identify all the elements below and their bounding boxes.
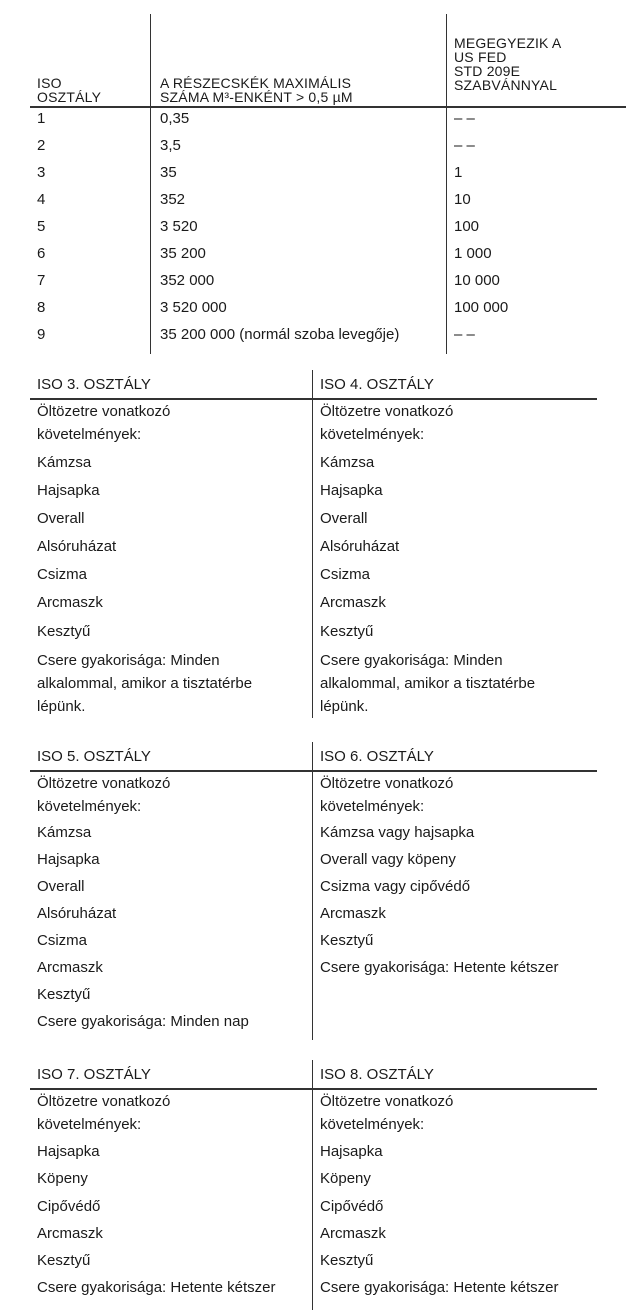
table-cell: 100 [454,218,480,235]
table-cell: 35 [160,164,177,181]
garment-item: Kesztyű [320,623,374,640]
table-cell: 100 000 [454,299,509,316]
section-divider [312,1060,313,1310]
requirements-label: Öltözetre vonatkozó követelmények: [37,775,171,815]
garment-item: Overall vagy köpeny [320,851,456,868]
table-cell: 1 000 [454,245,492,262]
table-cell: 35 200 000 (normál szoba levegője) [160,326,400,343]
garment-item: Hajsapka [37,482,100,499]
table-cell: 352 [160,191,186,208]
garment-item: Köpeny [37,1170,88,1187]
garment-item: Arcmaszk [320,905,386,922]
table-cell: 8 [37,299,46,316]
garment-item: Kámzsa vagy hajsapka [320,824,475,841]
garment-item: Hajsapka [320,1143,383,1160]
requirements-label: Öltözetre vonatkozó követelmények: [37,403,171,443]
garment-item: Kesztyű [320,1252,374,1269]
table-cell: 35 200 [160,245,206,262]
change-frequency: Csere gyakorisága: Hetente kétszer [320,959,559,976]
table-cell: 10 000 [454,272,500,289]
change-frequency: Csere gyakorisága: Minden alkalommal, amikor a tisztatérbe lépünk. [320,652,536,715]
table-cell: – – [454,110,475,127]
garment-item: Kámzsa [37,454,92,471]
garment-item: Kesztyű [320,932,374,949]
table-cell: – – [454,137,475,154]
garment-item: Kámzsa [37,824,92,841]
garment-item: Csizma [37,932,88,949]
table-cell: 3,5 [160,137,181,154]
garment-item: Kesztyű [37,623,91,640]
table-cell: 4 [37,191,46,208]
table-header-rule [30,106,626,108]
garment-item: Hajsapka [37,851,100,868]
table-divider-2 [446,14,447,354]
section-title: ISO 3. OSZTÁLY [37,376,151,393]
section-title: ISO 6. OSZTÁLY [320,748,434,765]
requirements-label: Öltözetre vonatkozó követelmények: [37,1093,171,1133]
garment-item: Csizma vagy cipővédő [320,878,471,895]
table-cell: 1 [37,110,46,127]
garment-item: Hajsapka [37,1143,100,1160]
garment-item: Arcmaszk [320,594,386,611]
header-iso-class: ISO OSZTÁLY [37,75,102,105]
change-frequency: Csere gyakorisága: Minden alkalommal, amikor a tisztatérbe lépünk. [37,652,253,715]
garment-item: Arcmaszk [37,594,103,611]
table-cell: 7 [37,272,46,289]
garment-item: Köpeny [320,1170,371,1187]
garment-item: Alsóruházat [37,538,117,555]
table-cell: 10 [454,191,471,208]
change-frequency: Csere gyakorisága: Hetente kétszer [37,1279,276,1296]
section-title: ISO 7. OSZTÁLY [37,1066,151,1083]
garment-item: Kámzsa [320,454,375,471]
garment-item: Arcmaszk [320,1225,386,1242]
garment-item: Overall [37,878,85,895]
section-title: ISO 4. OSZTÁLY [320,376,434,393]
garment-item: Arcmaszk [37,1225,103,1242]
table-cell: 3 [37,164,46,181]
section-title: ISO 8. OSZTÁLY [320,1066,434,1083]
change-frequency: Csere gyakorisága: Hetente kétszer [320,1279,559,1296]
table-cell: 0,35 [160,110,190,127]
table-divider-1 [150,14,151,354]
table-cell: 1 [454,164,463,181]
table-cell: 3 520 000 [160,299,227,316]
garment-item: Kesztyű [37,986,91,1003]
table-cell: 5 [37,218,46,235]
change-frequency: Csere gyakorisága: Minden nap [37,1013,249,1030]
table-cell: 352 000 [160,272,215,289]
section-divider [312,742,313,1040]
header-fed-std: MEGEGYEZIK A US FED STD 209E SZABVÁNNYAL [454,35,562,93]
section-title: ISO 5. OSZTÁLY [37,748,151,765]
table-cell: 6 [37,245,46,262]
table-cell: 3 520 [160,218,198,235]
garment-item: Hajsapka [320,482,383,499]
requirements-label: Öltözetre vonatkozó követelmények: [320,775,454,815]
garment-item: Overall [320,510,368,527]
garment-item: Csizma [37,566,88,583]
table-cell: – – [454,326,475,343]
requirements-label: Öltözetre vonatkozó követelmények: [320,403,454,443]
garment-item: Kesztyű [37,1252,91,1269]
garment-item: Overall [37,510,85,527]
garment-item: Arcmaszk [37,959,103,976]
garment-item: Cipővédő [320,1198,384,1215]
header-max-particles: A RÉSZECSKÉK MAXIMÁLIS SZÁMA M³-ENKÉNT > 0,5 µM [160,75,353,105]
garment-item: Csizma [320,566,371,583]
garment-item: Alsóruházat [37,905,117,922]
requirements-label: Öltözetre vonatkozó követelmények: [320,1093,454,1133]
garment-item: Cipővédő [37,1198,101,1215]
table-cell: 9 [37,326,46,343]
table-cell: 2 [37,137,46,154]
garment-item: Alsóruházat [320,538,400,555]
section-divider [312,370,313,718]
